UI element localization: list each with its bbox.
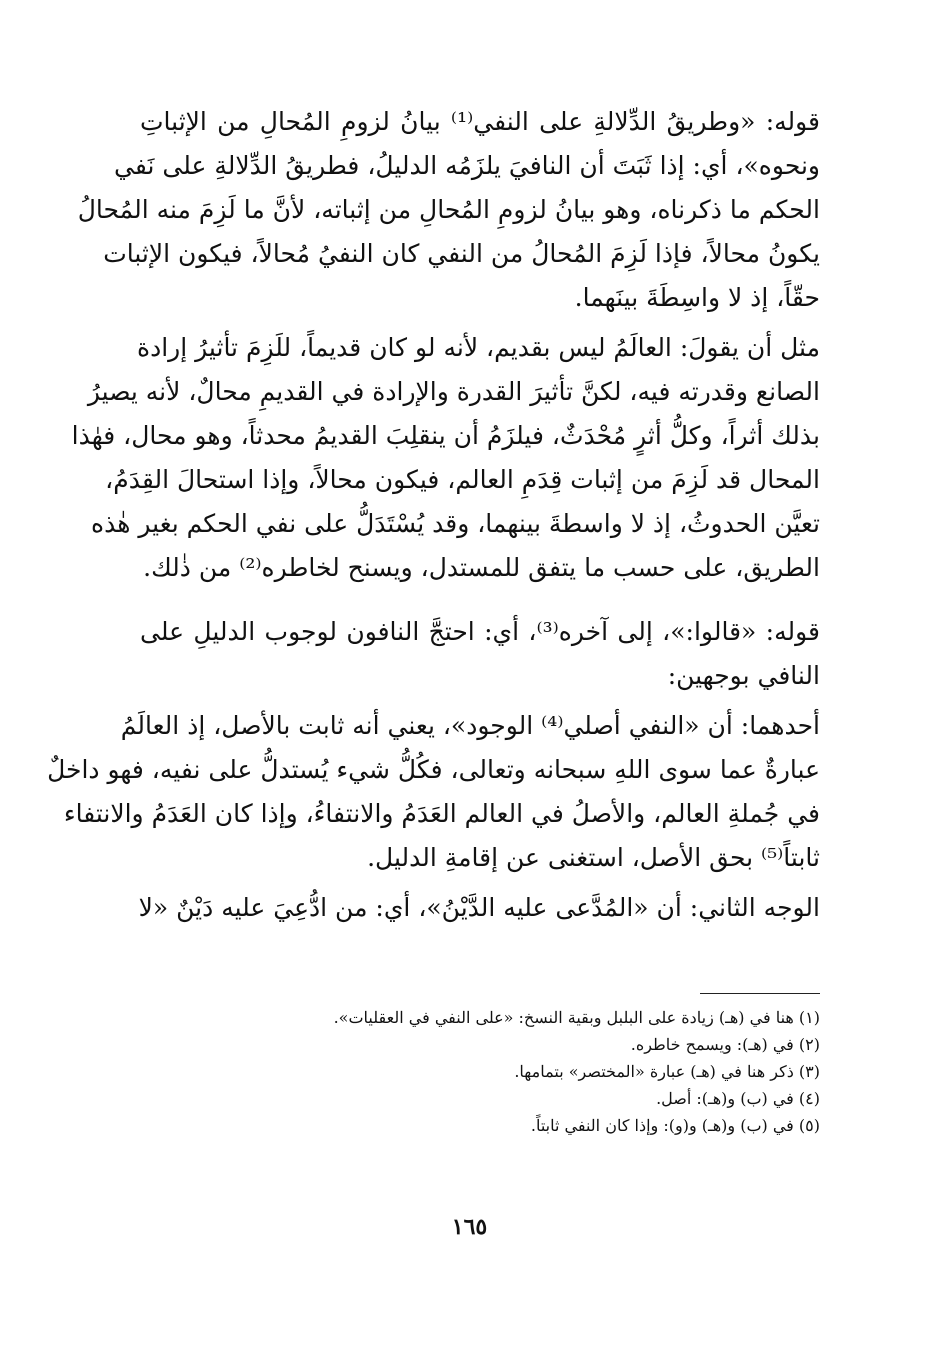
text-line: تعيَّن الحدوثُ، إذ لا واسطةَ بينهما، وقد يُسْتَدَلُّ على نفي الحكم بغير هٰذه bbox=[91, 509, 820, 538]
text-line: حقّاً، إذ لا واسِطَةَ بينَهما. bbox=[574, 283, 820, 312]
text-line: قوله: «وطريقُ الدِّلالةِ على النفي⁽¹⁾ بيانُ لزومِ المُحالِ من الإثباتِ bbox=[140, 107, 820, 136]
footnote-divider bbox=[700, 993, 820, 994]
text-line: بذلك أثراً، وكلُّ أثرٍ مُحْدَثٌ، فيلزَمُ أن ينقلِبَ القديمُ محدثاً، وهو محال، فهٰذا bbox=[71, 421, 820, 450]
footnote-3: (٣) ذكر هنا في (هـ) عبارة «المختصر» بتمامها. bbox=[514, 1062, 820, 1081]
text-line: مثل أن يقولَ: العالَمُ ليس بقديم، لأنه لو كان قديماً، للَزِمَ تأثيرُ إرادة bbox=[137, 333, 820, 362]
text-line: قوله: «قالوا:»، إلى آخره⁽³⁾، أي: احتجَّ النافون لوجوب الدليلِ على bbox=[140, 617, 820, 646]
footnote-4: (٤) في (ب) و(هـ): أصل. bbox=[656, 1089, 820, 1108]
paragraph-3 bbox=[140, 610, 820, 698]
text-line: المحال قد لَزِمَ من إثبات قِدَمِ العالم، فيكون محالاً، وإذا استحالَ القِدَمُ، bbox=[105, 465, 820, 494]
text-line: الحكم ما ذكرناه، وهو بيانُ لزومِ المُحالِ من إثباته، لأنَّ ما لَزِمَ منه المُحالُ bbox=[77, 195, 820, 224]
text-line: ثابتاً⁽⁵⁾ بحق الأصل، استغنى عن إقامةِ الدليل. bbox=[367, 843, 820, 872]
paragraph-2 bbox=[71, 326, 820, 590]
footnotes bbox=[300, 1004, 820, 1139]
paragraph-4 bbox=[47, 704, 820, 880]
paragraph-5 bbox=[140, 886, 820, 930]
text-line: الصانع وقدرته فيه، لكنَّ تأثيرَ القدرة والإرادة في القديمِ محالٌ، لأنه يصيرُ bbox=[87, 377, 820, 406]
footnote-2: (٢) في (هـ): ويسمح خاطره. bbox=[630, 1035, 820, 1054]
main-text bbox=[47, 100, 820, 930]
footnote-1: (١) هنا في (هـ) زيادة على البلبل وبقية النسخ: «على النفي في العقليات». bbox=[333, 1008, 820, 1027]
text-line: الوجه الثاني: أن «المُدَّعى عليه الدَّيْنُ»، أي: من ادُّعِيَ عليه دَيْنٌ «لا bbox=[138, 893, 820, 922]
page-number: ١٦٥ bbox=[451, 1214, 488, 1240]
text-line: النافي بوجهين: bbox=[667, 661, 820, 690]
text-line: أحدهما: أن «النفي أصلي⁽⁴⁾ الوجود»، يعني أنه ثابت بالأصل، إذ العالَمُ bbox=[120, 711, 820, 740]
footnote-5: (٥) في (ب) و(هـ) و(و): وإذا كان النفي ثابتاً. bbox=[530, 1116, 820, 1135]
text-line: الطريق، على حسب ما يتفق للمستدل، ويسنح لخاطره⁽²⁾ من ذٰلك. bbox=[143, 553, 820, 582]
text-line: ونحوه»، أي: إذا ثَبَتَ أن النافيَ يلزَمُه الدليلُ، فطريقُ الدِّلالةِ على نَفي bbox=[114, 151, 820, 180]
text-line: يكونُ محالاً، فإذا لَزِمَ المُحالُ من النفي كان النفيُ مُحالاً، فيكون الإثبات bbox=[103, 239, 820, 268]
text-line: في جُملةِ العالم، والأصلُ في العالم العَدَمُ والانتفاءُ، وإذا كان العَدَمُ والانتفاء bbox=[63, 799, 820, 828]
text-line: عبارةٌ عما سوى اللهِ سبحانه وتعالى، فكُلُّ شيء يُستدلُّ على نفيه، فهو داخلٌ bbox=[47, 755, 820, 784]
paragraph-1 bbox=[77, 100, 820, 320]
